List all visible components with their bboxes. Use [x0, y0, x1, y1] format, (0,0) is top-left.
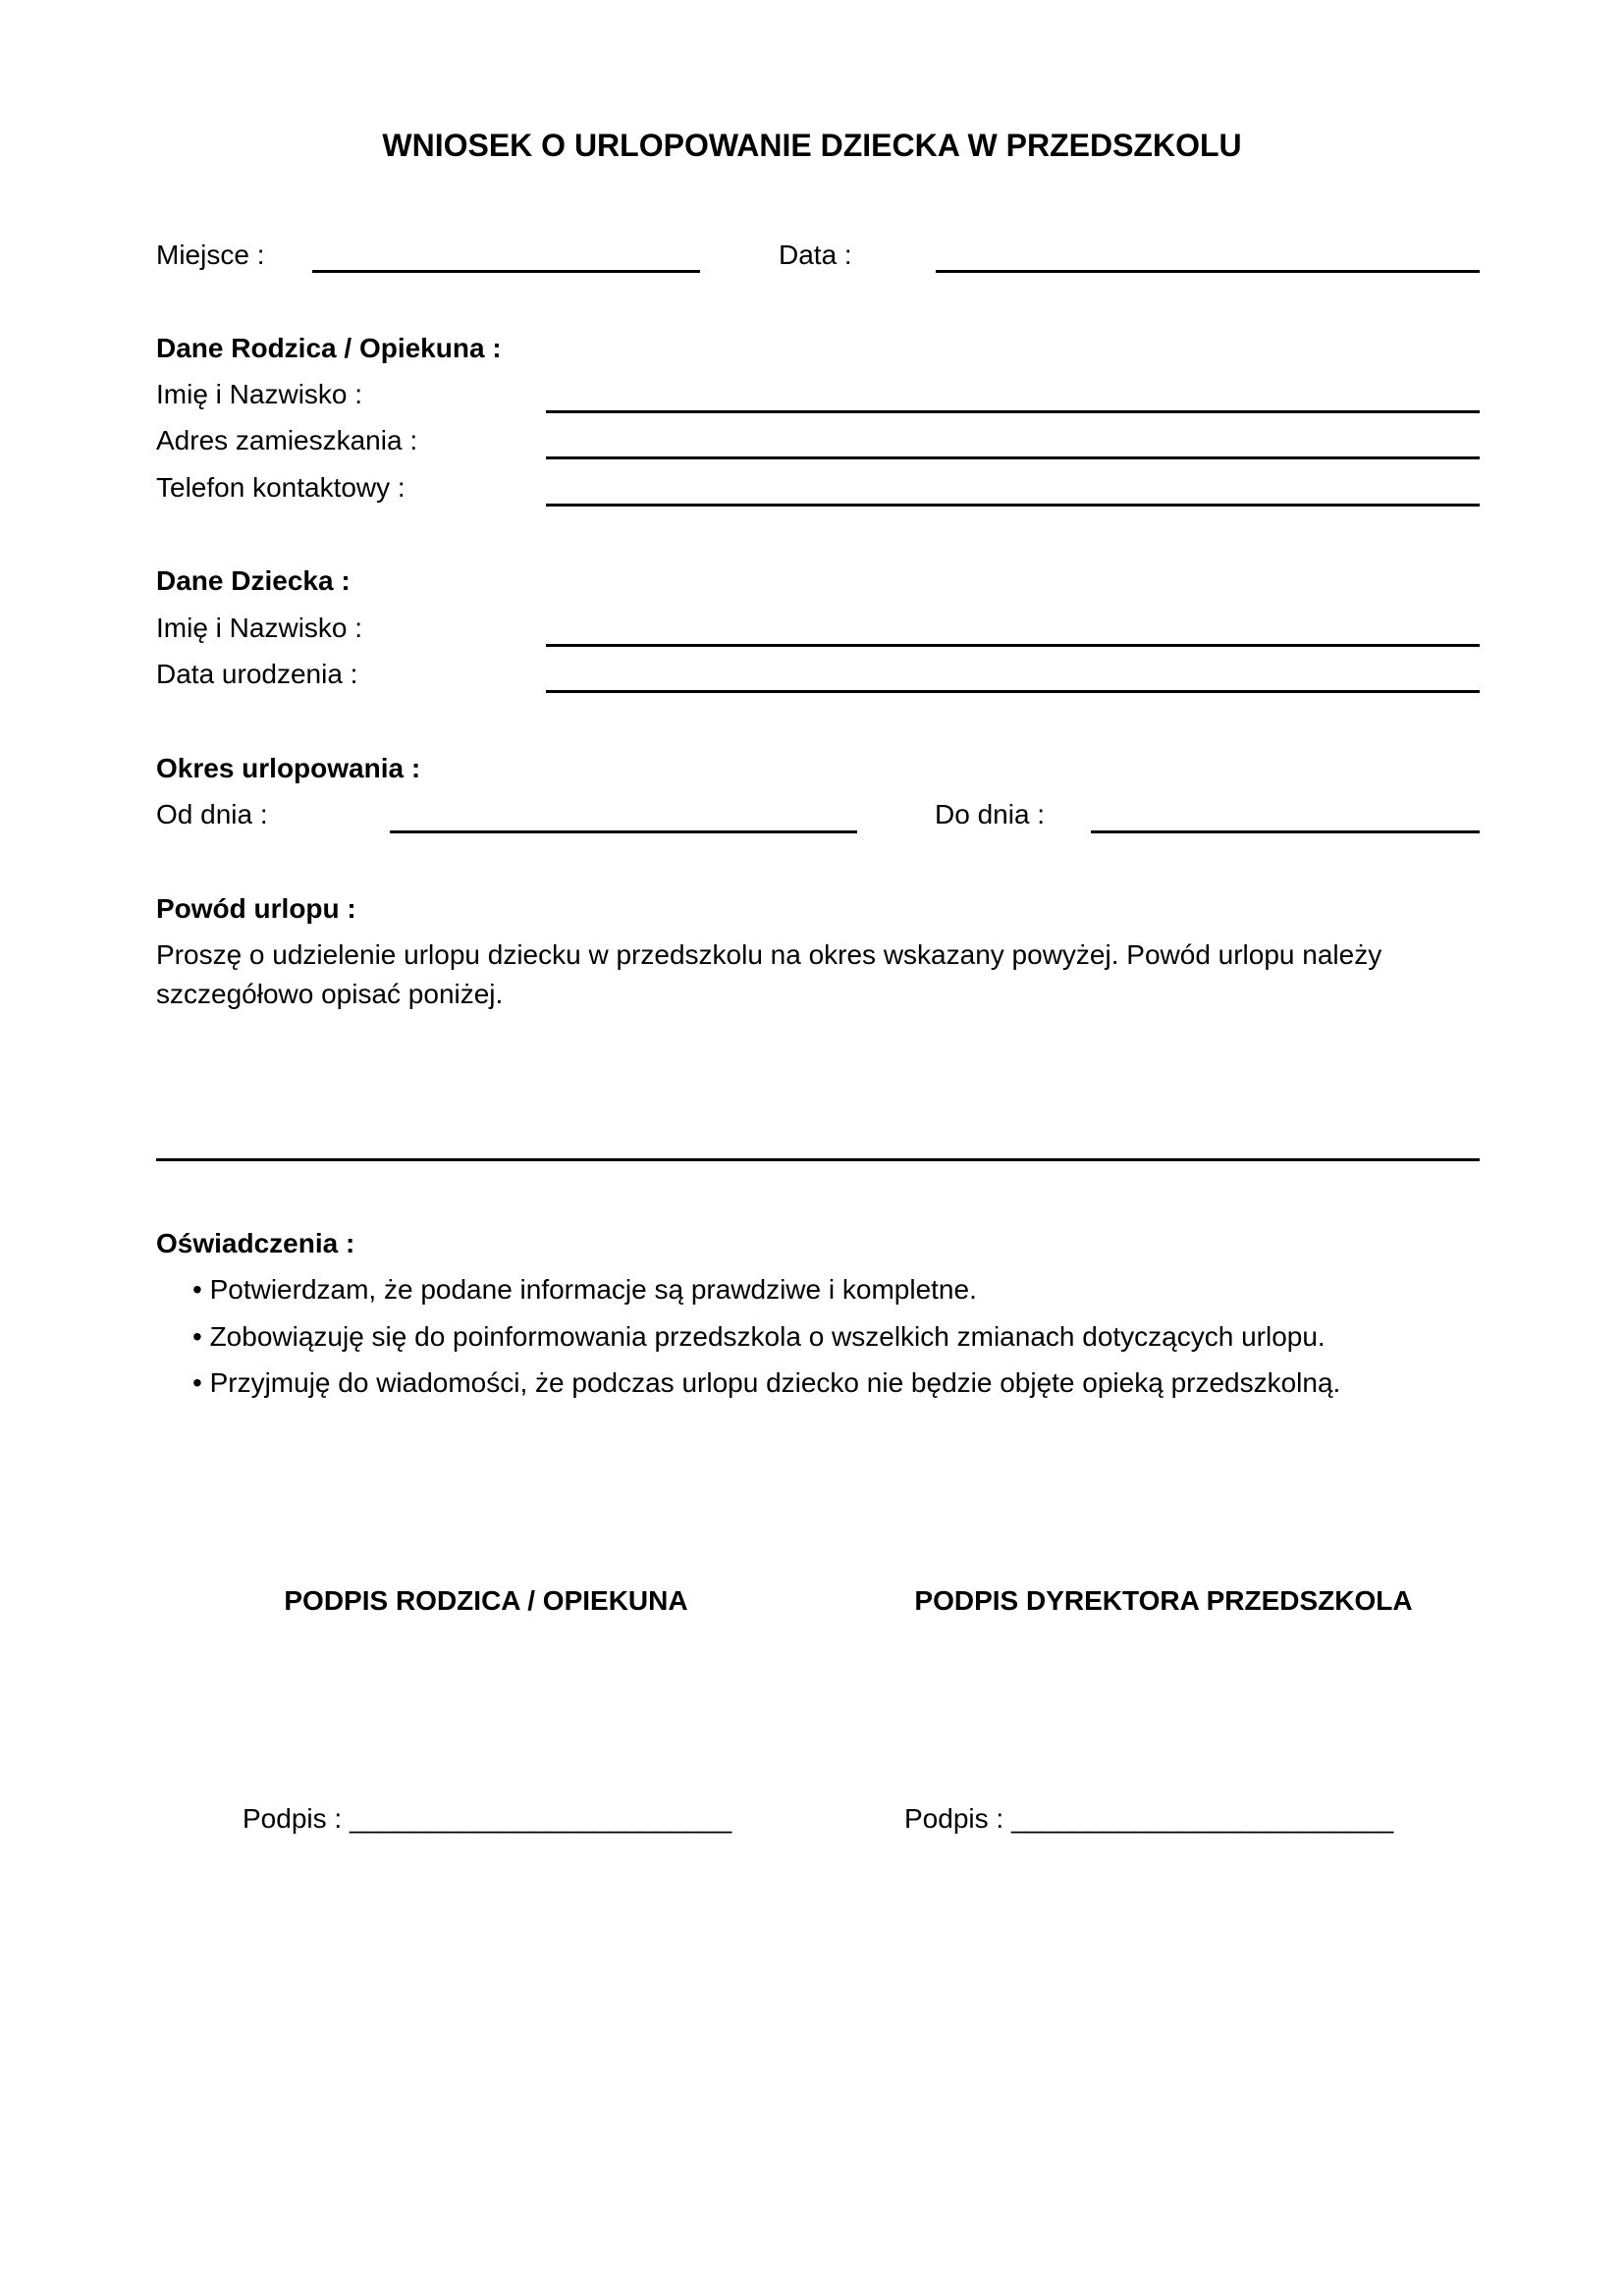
- place-label: Miejsce :: [156, 240, 265, 270]
- parent-section-heading: Dane Rodzica / Opiekuna :: [156, 333, 502, 363]
- child-section-heading: Dane Dziecka :: [156, 565, 351, 596]
- declaration-item: • Potwierdzam, że podane informacje są prawdziwe i kompletne.: [192, 1274, 977, 1305]
- date-field[interactable]: [936, 270, 1480, 273]
- parent-phone-field[interactable]: [546, 504, 1480, 507]
- child-name-label: Imię i Nazwisko :: [156, 613, 363, 643]
- child-name-field[interactable]: [546, 644, 1480, 647]
- reason-field[interactable]: [156, 1158, 1480, 1161]
- child-birthdate-field[interactable]: [546, 690, 1480, 693]
- declarations-section-heading: Oświadczenia :: [156, 1228, 355, 1258]
- period-section-heading: Okres urlopowania :: [156, 753, 421, 783]
- parent-address-label: Adres zamieszkania :: [156, 425, 418, 455]
- from-date-field[interactable]: [390, 830, 857, 833]
- to-date-label: Do dnia :: [935, 799, 1046, 829]
- declaration-item: • Zobowiązuję się do poinformowania przedszkola o wszelkich zmianach dotyczących urlopu.: [192, 1321, 1326, 1352]
- to-date-field[interactable]: [1091, 830, 1480, 833]
- place-field[interactable]: [312, 270, 700, 273]
- director-signature-heading: PODPIS DYREKTORA PRZEDSZKOLA: [914, 1585, 1413, 1616]
- director-signature-field[interactable]: Podpis : _________________________: [904, 1803, 1394, 1834]
- from-date-label: Od dnia :: [156, 799, 268, 829]
- date-label: Data :: [779, 240, 852, 270]
- child-birthdate-label: Data urodzenia :: [156, 659, 358, 689]
- parent-address-field[interactable]: [546, 456, 1480, 459]
- parent-signature-field[interactable]: Podpis : _________________________: [243, 1803, 732, 1834]
- document-title: WNIOSEK O URLOPOWANIE DZIECKA W PRZEDSZKOLU: [382, 128, 1242, 163]
- declaration-item: • Przyjmuję do wiadomości, że podczas urlopu dziecko nie będzie objęte opieką przedszkolną.: [192, 1367, 1341, 1398]
- reason-section-heading: Powód urlopu :: [156, 893, 356, 924]
- reason-description: Proszę o udzielenie urlopu dziecku w przedszkolu na okres wskazany powyżej. Powód urlopu należy szczegółowo opisać poniżej.: [156, 939, 1382, 1009]
- parent-name-field[interactable]: [546, 410, 1480, 413]
- parent-signature-heading: PODPIS RODZICA / OPIEKUNA: [284, 1585, 688, 1616]
- parent-name-label: Imię i Nazwisko :: [156, 379, 363, 409]
- parent-phone-label: Telefon kontaktowy :: [156, 472, 406, 503]
